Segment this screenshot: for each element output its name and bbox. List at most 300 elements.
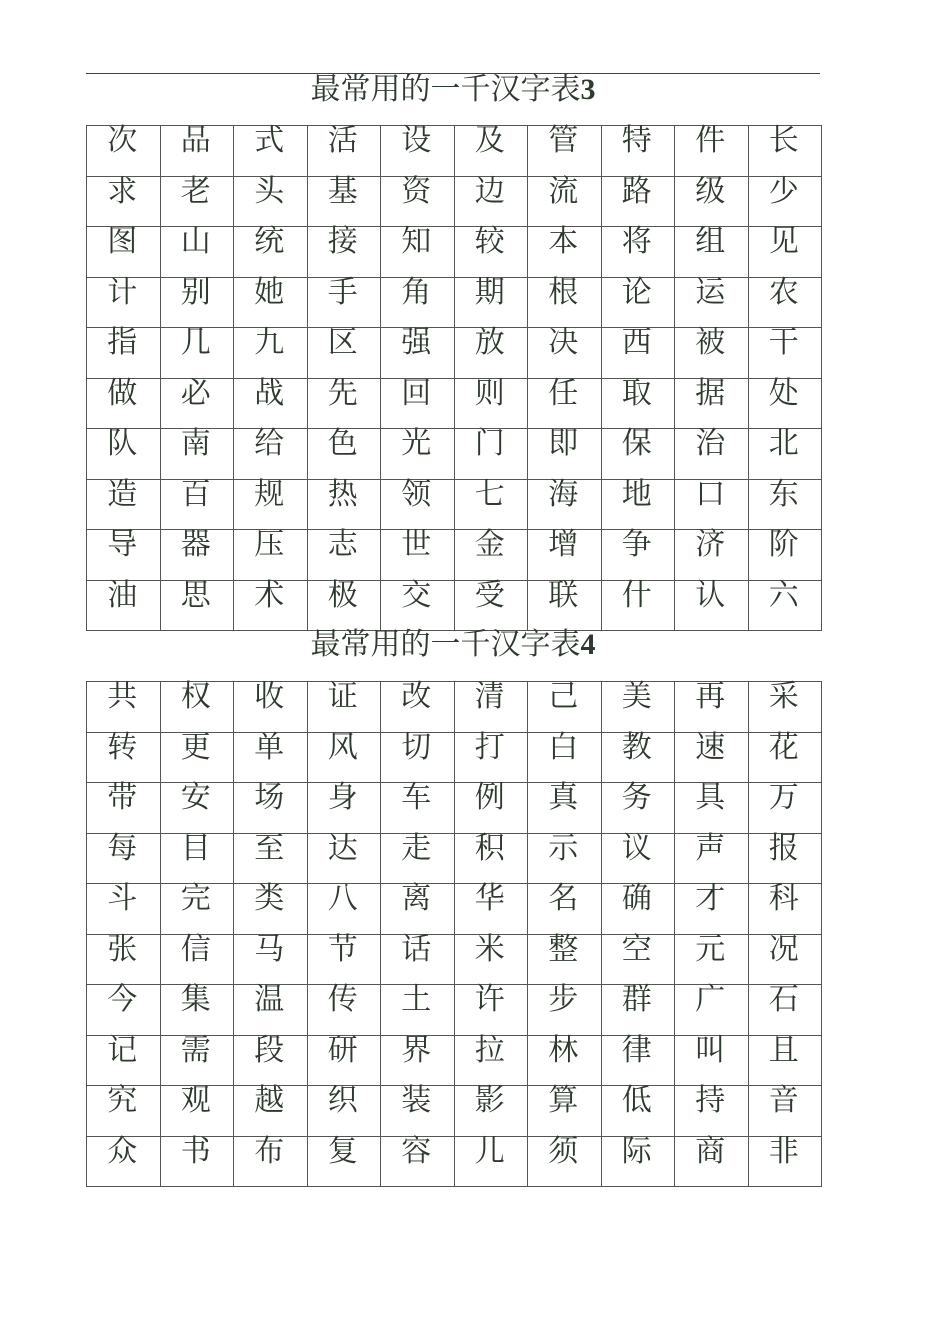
table-cell: [87, 224, 161, 278]
table-cell: [381, 729, 455, 783]
table-cell: [87, 325, 161, 379]
table-cell: [454, 1083, 528, 1137]
hanzi-character: 压: [254, 527, 285, 562]
table-cell: [87, 1032, 161, 1086]
table-cell: [381, 931, 455, 985]
hanzi-character: 整: [548, 931, 579, 967]
hanzi-character: 干: [768, 325, 799, 360]
table-row: [87, 580, 822, 631]
hanzi-character: 白: [548, 729, 579, 765]
table-cell: [87, 830, 161, 884]
hanzi-character: 报: [768, 830, 799, 866]
hanzi-character: 术: [254, 577, 285, 613]
table-cell: [601, 123, 675, 177]
hanzi-character: 及: [474, 123, 505, 158]
table-cell: [234, 325, 308, 379]
hanzi-character: 即: [548, 426, 579, 461]
table-cell: [234, 982, 308, 1036]
hanzi-character: 布: [254, 1133, 285, 1169]
section-title-text: 最常用的一千汉字表: [310, 72, 581, 107]
hanzi-character: 特: [621, 123, 652, 158]
hanzi-character: 科: [768, 881, 799, 916]
hanzi-character: 计: [107, 274, 138, 310]
table-row: [87, 934, 822, 985]
table-cell: [748, 375, 822, 429]
character-table-4: [86, 681, 822, 1187]
table-cell: [454, 274, 528, 328]
table-cell: [234, 173, 308, 227]
table-cell: [87, 780, 161, 834]
hanzi-character: 阶: [768, 527, 799, 562]
table-cell: [454, 577, 528, 631]
table-cell: [160, 1032, 234, 1086]
hanzi-character: 万: [768, 780, 799, 815]
table-cell: [307, 780, 381, 834]
table-row: [87, 126, 822, 177]
hanzi-character: 增: [548, 527, 579, 562]
table-cell: [601, 527, 675, 581]
hanzi-character: 儿: [474, 1133, 505, 1169]
hanzi-character: 件: [695, 123, 726, 158]
table-cell: [381, 123, 455, 177]
hanzi-character: 海: [548, 476, 579, 512]
table-cell: [160, 729, 234, 783]
table-cell: [307, 325, 381, 379]
hanzi-character: 确: [621, 881, 652, 916]
table-cell: [87, 173, 161, 227]
hanzi-character: 例: [474, 780, 505, 815]
table-cell: [234, 1133, 308, 1187]
hanzi-character: 权: [180, 679, 211, 714]
hanzi-character: 众: [107, 1133, 138, 1169]
hanzi-character: 容: [401, 1133, 432, 1169]
hanzi-character: 争: [621, 527, 652, 562]
hanzi-character: 须: [548, 1133, 579, 1169]
table-cell: [160, 1083, 234, 1137]
hanzi-character: 观: [180, 1083, 211, 1118]
hanzi-character: 目: [180, 830, 211, 866]
table-cell: [748, 1032, 822, 1086]
hanzi-character: 示: [548, 830, 579, 866]
hanzi-character: 联: [548, 577, 579, 613]
hanzi-character: 色: [327, 426, 358, 461]
table-cell: [381, 577, 455, 631]
table-cell: [381, 375, 455, 429]
hanzi-character: 拉: [474, 1032, 505, 1068]
table-cell: [601, 931, 675, 985]
table-cell: [675, 1133, 749, 1187]
hanzi-character: 研: [327, 1032, 358, 1068]
table-cell: [675, 931, 749, 985]
hanzi-character: 共: [107, 679, 138, 714]
table-cell: [748, 224, 822, 278]
table-cell: [675, 729, 749, 783]
table-cell: [307, 577, 381, 631]
table-cell: [454, 729, 528, 783]
hanzi-character: 单: [254, 729, 285, 765]
table-row: [87, 227, 822, 278]
table-cell: [601, 881, 675, 935]
hanzi-character: 器: [180, 527, 211, 562]
table-cell: [601, 426, 675, 480]
hanzi-character: 导: [107, 527, 138, 562]
table-cell: [454, 123, 528, 177]
hanzi-character: 资: [401, 173, 432, 209]
table-cell: [601, 982, 675, 1036]
hanzi-character: 律: [621, 1032, 652, 1068]
table-cell: [307, 173, 381, 227]
table-cell: [528, 375, 602, 429]
table-cell: [454, 1032, 528, 1086]
hanzi-character: 论: [621, 274, 652, 310]
hanzi-character: 任: [548, 375, 579, 411]
hanzi-character: 持: [695, 1083, 726, 1118]
hanzi-character: 石: [768, 982, 799, 1017]
hanzi-character: 段: [254, 1032, 285, 1068]
table-cell: [454, 780, 528, 834]
table-cell: [454, 982, 528, 1036]
table-cell: [234, 476, 308, 530]
hanzi-character: 门: [474, 426, 505, 461]
table-cell: [528, 780, 602, 834]
hanzi-character: 六: [768, 577, 799, 613]
table-cell: [160, 780, 234, 834]
section-title-number: 3: [580, 73, 596, 106]
hanzi-character: 设: [401, 123, 432, 158]
hanzi-character: 百: [180, 476, 211, 512]
hanzi-character: 低: [621, 1083, 652, 1118]
hanzi-character: 叫: [695, 1032, 726, 1068]
hanzi-character: 战: [254, 375, 285, 411]
table-cell: [234, 780, 308, 834]
table-cell: [307, 729, 381, 783]
hanzi-character: 非: [768, 1133, 799, 1169]
hanzi-character: 热: [327, 476, 358, 512]
table-cell: [87, 881, 161, 935]
hanzi-character: 清: [474, 679, 505, 714]
table-cell: [601, 729, 675, 783]
hanzi-character: 领: [401, 476, 432, 512]
hanzi-character: 完: [180, 881, 211, 916]
hanzi-character: 信: [180, 931, 211, 967]
hanzi-character: 治: [695, 426, 726, 461]
hanzi-character: 先: [327, 375, 358, 411]
table-cell: [675, 982, 749, 1036]
table-cell: [87, 426, 161, 480]
hanzi-character: 据: [695, 375, 726, 411]
hanzi-character: 见: [768, 224, 799, 259]
table-cell: [234, 931, 308, 985]
hanzi-character: 米: [474, 931, 505, 967]
table-cell: [748, 780, 822, 834]
table-cell: [160, 527, 234, 581]
hanzi-character: 记: [107, 1032, 138, 1068]
hanzi-character: 强: [401, 325, 432, 360]
hanzi-character: 影: [474, 1083, 505, 1118]
table-cell: [87, 1083, 161, 1137]
table-cell: [160, 173, 234, 227]
table-cell: [675, 123, 749, 177]
hanzi-character: 斗: [107, 881, 138, 916]
hanzi-character: 取: [621, 375, 652, 411]
hanzi-character: 路: [621, 173, 652, 209]
table-cell: [675, 476, 749, 530]
hanzi-character: 光: [401, 426, 432, 461]
hanzi-character: 头: [254, 173, 285, 209]
hanzi-character: 图: [107, 224, 138, 259]
table-cell: [601, 224, 675, 278]
table-row: [87, 1136, 822, 1187]
table-cell: [675, 577, 749, 631]
hanzi-character: 走: [401, 830, 432, 866]
hanzi-character: 统: [254, 224, 285, 259]
hanzi-character: 运: [695, 274, 726, 310]
hanzi-character: 复: [327, 1133, 358, 1169]
table-cell: [307, 426, 381, 480]
table-cell: [307, 931, 381, 985]
hanzi-character: 基: [327, 173, 358, 209]
hanzi-character: 接: [327, 224, 358, 259]
table-cell: [601, 325, 675, 379]
table-row: [87, 176, 822, 227]
table-row: [87, 1035, 822, 1086]
table-cell: [307, 375, 381, 429]
hanzi-character: 许: [474, 982, 505, 1017]
hanzi-character: 知: [401, 224, 432, 259]
table-cell: [87, 577, 161, 631]
table-cell: [160, 224, 234, 278]
table-cell: [381, 274, 455, 328]
hanzi-character: 达: [327, 830, 358, 866]
hanzi-character: 音: [768, 1083, 799, 1118]
hanzi-character: 地: [621, 476, 652, 512]
hanzi-character: 边: [474, 173, 505, 209]
table-row: [87, 985, 822, 1036]
hanzi-character: 七: [474, 476, 505, 512]
table-cell: [454, 830, 528, 884]
table-cell: [748, 679, 822, 733]
hanzi-character: 规: [254, 476, 285, 512]
hanzi-character: 每: [107, 830, 138, 866]
hanzi-character: 将: [621, 224, 652, 259]
table-cell: [160, 577, 234, 631]
hanzi-character: 议: [621, 830, 652, 866]
hanzi-character: 回: [401, 375, 432, 411]
table-cell: [528, 224, 602, 278]
hanzi-character: 别: [180, 274, 211, 310]
hanzi-character: 角: [401, 274, 432, 310]
table-cell: [160, 982, 234, 1036]
table-row: [87, 277, 822, 328]
hanzi-character: 次: [107, 123, 138, 158]
table-cell: [381, 1083, 455, 1137]
hanzi-character: 给: [254, 426, 285, 461]
section-title-text: 最常用的一千汉字表: [310, 627, 581, 662]
table-cell: [160, 325, 234, 379]
hanzi-character: 空: [621, 931, 652, 967]
hanzi-character: 带: [107, 780, 138, 815]
table-cell: [454, 375, 528, 429]
hanzi-character: 至: [254, 830, 285, 866]
hanzi-character: 管: [548, 123, 579, 158]
table-cell: [675, 1032, 749, 1086]
table-cell: [87, 982, 161, 1036]
hanzi-character: 式: [254, 123, 285, 158]
hanzi-character: 期: [474, 274, 505, 310]
hanzi-character: 场: [254, 780, 285, 815]
table-cell: [528, 123, 602, 177]
table-row: [87, 328, 822, 379]
hanzi-character: 类: [254, 881, 285, 916]
table-cell: [87, 375, 161, 429]
table-row: [87, 429, 822, 480]
table-cell: [528, 1083, 602, 1137]
table-cell: [454, 224, 528, 278]
hanzi-character: 南: [180, 426, 211, 461]
hanzi-character: 收: [254, 679, 285, 714]
table-cell: [307, 527, 381, 581]
table-row: [87, 479, 822, 530]
table-cell: [381, 881, 455, 935]
hanzi-character: 究: [107, 1083, 138, 1118]
hanzi-character: 交: [401, 577, 432, 613]
table-cell: [748, 982, 822, 1036]
table-cell: [160, 679, 234, 733]
table-cell: [454, 325, 528, 379]
table-cell: [675, 780, 749, 834]
table-cell: [234, 881, 308, 935]
table-cell: [160, 881, 234, 935]
table-cell: [675, 375, 749, 429]
hanzi-character: 切: [401, 729, 432, 765]
table-cell: [307, 274, 381, 328]
hanzi-character: 打: [474, 729, 505, 765]
hanzi-character: 长: [768, 123, 799, 158]
table-cell: [528, 830, 602, 884]
table-cell: [601, 577, 675, 631]
table-cell: [381, 830, 455, 884]
table-cell: [601, 1133, 675, 1187]
hanzi-character: 认: [695, 577, 726, 613]
table-cell: [528, 982, 602, 1036]
hanzi-character: 世: [401, 527, 432, 562]
table-cell: [234, 123, 308, 177]
hanzi-character: 指: [107, 325, 138, 360]
table-cell: [381, 426, 455, 480]
table-cell: [234, 729, 308, 783]
hanzi-character: 被: [695, 325, 726, 360]
table-cell: [307, 1032, 381, 1086]
hanzi-character: 车: [401, 780, 432, 815]
table-cell: [748, 173, 822, 227]
hanzi-character: 她: [254, 274, 285, 310]
table-cell: [381, 325, 455, 379]
table-row: [87, 378, 822, 429]
hanzi-character: 温: [254, 982, 285, 1017]
table-cell: [748, 527, 822, 581]
hanzi-character: 西: [621, 325, 652, 360]
hanzi-character: 老: [180, 173, 211, 209]
table-cell: [307, 881, 381, 935]
hanzi-character: 级: [695, 173, 726, 209]
hanzi-character: 造: [107, 476, 138, 512]
table-cell: [307, 830, 381, 884]
table-cell: [528, 527, 602, 581]
table-cell: [160, 426, 234, 480]
table-cell: [675, 173, 749, 227]
table-cell: [160, 375, 234, 429]
table-cell: [307, 982, 381, 1036]
hanzi-character: 话: [401, 931, 432, 967]
hanzi-character: 真: [548, 780, 579, 815]
hanzi-character: 区: [327, 325, 358, 360]
table-cell: [748, 881, 822, 935]
table-cell: [601, 780, 675, 834]
hanzi-character: 才: [695, 881, 726, 916]
hanzi-character: 马: [254, 931, 285, 967]
table-cell: [675, 830, 749, 884]
table-cell: [381, 476, 455, 530]
hanzi-character: 林: [548, 1032, 579, 1068]
table-cell: [454, 426, 528, 480]
table-cell: [234, 375, 308, 429]
hanzi-character: 队: [107, 426, 138, 461]
hanzi-character: 书: [180, 1133, 211, 1169]
hanzi-character: 九: [254, 325, 285, 360]
hanzi-character: 活: [327, 123, 358, 158]
table-cell: [675, 224, 749, 278]
hanzi-character: 广: [695, 982, 726, 1017]
hanzi-character: 安: [180, 780, 211, 815]
hanzi-character: 保: [621, 426, 652, 461]
hanzi-character: 较: [474, 224, 505, 259]
table-cell: [748, 274, 822, 328]
table-cell: [601, 375, 675, 429]
table-cell: [528, 679, 602, 733]
table-cell: [381, 1032, 455, 1086]
table-cell: [234, 426, 308, 480]
character-table-3: [86, 125, 822, 631]
hanzi-character: 算: [548, 1083, 579, 1118]
table-cell: [87, 679, 161, 733]
hanzi-character: 己: [548, 679, 579, 714]
table-cell: [160, 830, 234, 884]
hanzi-character: 品: [180, 123, 211, 158]
table-cell: [748, 830, 822, 884]
table-cell: [381, 527, 455, 581]
table-cell: [307, 1083, 381, 1137]
table-cell: [160, 123, 234, 177]
table-cell: [160, 1133, 234, 1187]
hanzi-character: 况: [768, 931, 799, 967]
table-cell: [87, 527, 161, 581]
table-cell: [601, 173, 675, 227]
hanzi-character: 转: [107, 729, 138, 765]
table-cell: [454, 931, 528, 985]
table-cell: [601, 274, 675, 328]
table-cell: [601, 476, 675, 530]
section-title-3: [86, 73, 820, 107]
table-cell: [381, 173, 455, 227]
table-row: [87, 833, 822, 884]
table-cell: [381, 1133, 455, 1187]
table-cell: [234, 1032, 308, 1086]
table-cell: [454, 173, 528, 227]
hanzi-character: 步: [548, 982, 579, 1017]
hanzi-character: 必: [180, 375, 211, 411]
table-cell: [528, 274, 602, 328]
hanzi-character: 口: [695, 476, 726, 512]
